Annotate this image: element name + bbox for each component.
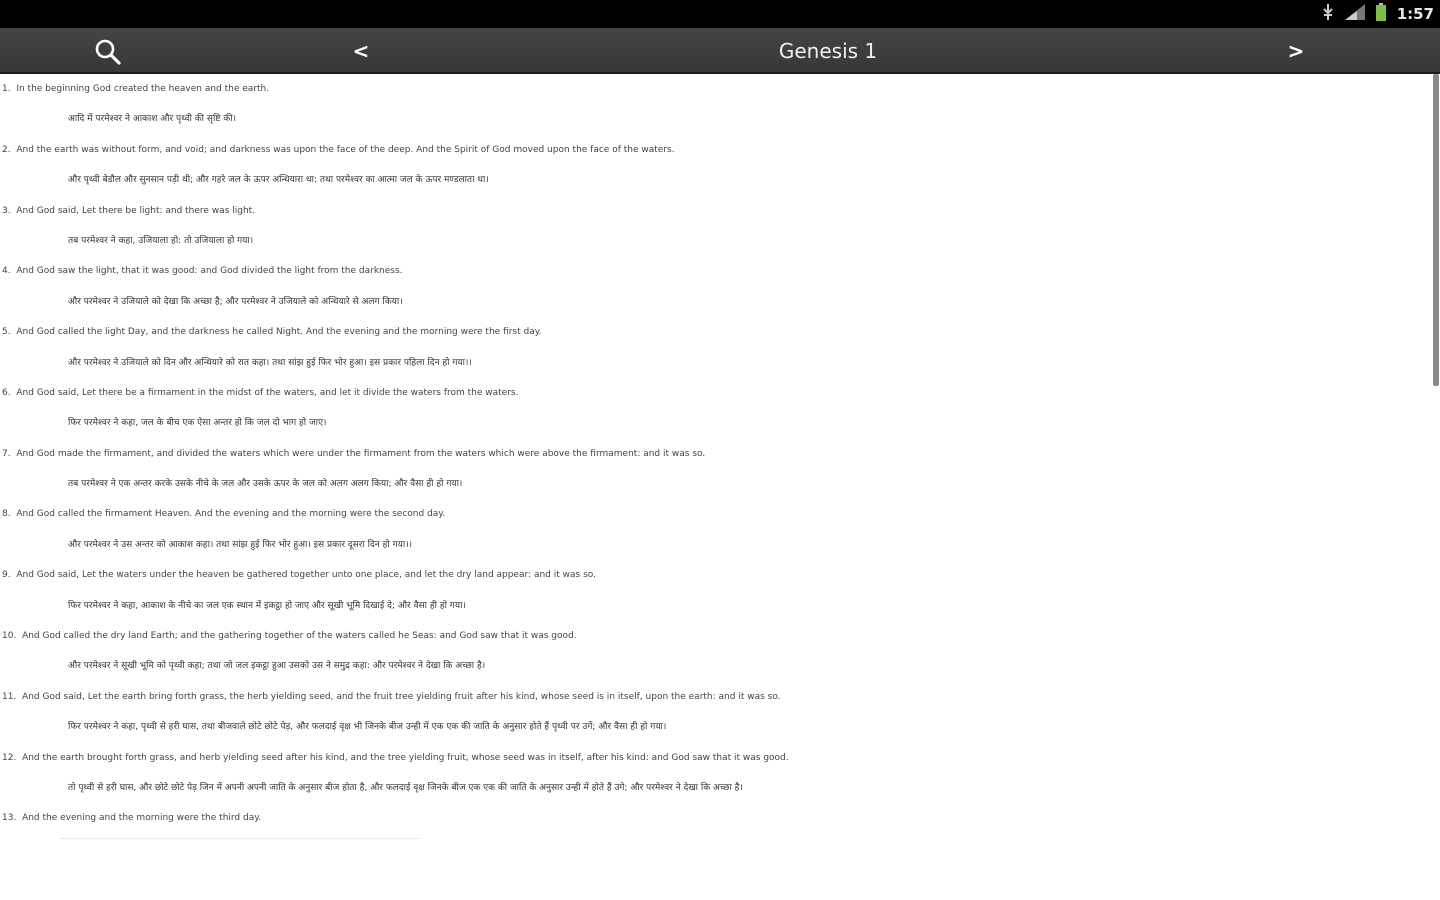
chapter-title: Genesis 1 — [778, 39, 878, 63]
verse-number: 9. — [2, 570, 11, 581]
verse-english — [0, 439, 1430, 469]
search-icon — [92, 36, 124, 68]
verse-english-text: And God said, Let the earth bring forth grass, the herb yielding seed, and the fruit tree yielding fruit after his kind, whose seed is in itself, upon the earth: and it was so. — [22, 691, 781, 702]
verse-english-text: And the earth was without form, and void; and darkness was upon the face of the deep. And the Spirit of God moved upon the face of the waters. — [16, 144, 675, 155]
verse-english-text: And the earth brought forth grass, and herb yielding seed after his kind, and the tree yielding fruit, whose seed was in itself, after his kind: and God saw that it was good. — [22, 752, 789, 763]
verse-hindi: फिर परमेश्वर ने कहा, आकाश के नीचे का जल एक स्थान में इकट्ठा हो जाए और सूखी भूमि दिखाई दे; और वैसा ही हो गया। — [68, 600, 466, 611]
verse-english-text: And God called the light Day, and the darkness he called Night. And the evening and the morning were the first day. — [16, 327, 542, 338]
verse-hindi: और पृथ्वी बेडौल और सुनसान पड़ी थी; और गहरे जल के ऊपर अन्धियारा था: तथा परमेश्वर का आत्मा जल के ऊपर मण्डलाता था। — [68, 175, 489, 186]
next-chapter-button[interactable]: > — [1287, 39, 1305, 63]
verse-english — [0, 135, 1430, 165]
verse-english-text: And God said, Let there be a firmament in the midst of the waters, and let it divide the waters from the waters. — [16, 387, 519, 398]
verse-english-text: And God made the firmament, and divided the waters which were under the firmament from the waters which were above the firmament: and it was so. — [16, 448, 706, 459]
verse-item — [0, 74, 1430, 135]
clock-time: 1:57 — [1396, 5, 1434, 23]
verse-english-text: And God saw the light, that it was good: and God divided the light from the darkness. — [16, 266, 403, 277]
verse-list[interactable] — [0, 74, 1430, 900]
verse-english — [0, 560, 1430, 590]
verse-item — [0, 256, 1430, 317]
verse-item — [0, 499, 1430, 560]
verse-english — [0, 378, 1430, 408]
previous-chapter-button[interactable]: < — [352, 39, 370, 63]
verse-hindi: तब परमेश्वर ने कहा, उजियाला हो: तो उजियाला हो गया। — [68, 235, 254, 246]
signal-icon — [1345, 4, 1365, 24]
verse-english — [0, 256, 1430, 286]
verse-number: 3. — [2, 205, 11, 216]
verse-item — [0, 560, 1430, 621]
verse-number: 13. — [2, 813, 17, 824]
verse-number: 1. — [2, 84, 11, 94]
next-line-partial — [60, 838, 420, 847]
verse-hindi: फिर परमेश्वर ने कहा, पृथ्वी से हरी घास, तथा बीजवाले छोटे छोटे पेड़, और फलदाई वृक्ष भी जिनके बीज उन्ही में एक एक की जाति के अनुसार होते हैं पृथ्वी पर उगें; और वैसा ही हो गया। — [68, 722, 667, 733]
verse-item — [0, 378, 1430, 439]
verse-english-text: And God called the dry land Earth; and the gathering together of the waters called he Seas: and God saw that it was good. — [22, 631, 577, 642]
verse-number: 10. — [2, 631, 17, 642]
verse-number: 7. — [2, 448, 11, 459]
search-button[interactable] — [92, 36, 124, 68]
verse-hindi: फिर परमेश्वर ने कहा, जल के बीच एक ऐसा अन्तर हो कि जल दो भाग हो जाए। — [68, 418, 327, 429]
action-bar — [0, 28, 1440, 74]
scrollbar[interactable] — [1433, 74, 1439, 386]
verse-number: 8. — [2, 509, 11, 520]
verse-number: 11. — [2, 691, 17, 702]
verse-hindi: और परमेश्वर ने उस अन्तर को आकाश कहा। तथा सांझ हुई फिर भोर हुआ। इस प्रकार दूसरा दिन हो गया।। — [68, 539, 413, 550]
verse-english-text: And God said, Let there be light: and there was light. — [16, 205, 256, 216]
verse-english — [0, 743, 1430, 773]
verse-hindi: तब परमेश्वर ने एक अन्तर करके उसके नीचे के जल और उसके ऊपर के जल को अलग अलग किया; और वैसा ही हो गया। — [68, 479, 463, 490]
verse-item — [0, 439, 1430, 500]
verse-item — [0, 196, 1430, 257]
verse-english-text: And God called the firmament Heaven. And the evening and the morning were the second day. — [16, 509, 446, 520]
verse-hindi: आदि में परमेश्वर ने आकाश और पृथ्वी की सृष्टि की। — [68, 114, 237, 125]
verse-number: 4. — [2, 266, 11, 277]
verse-english — [0, 621, 1430, 651]
verse-english — [0, 803, 1430, 833]
verse-item — [0, 743, 1430, 804]
verse-item — [0, 803, 1430, 833]
verse-number: 12. — [2, 752, 17, 763]
verse-hindi: तो पृथ्वी से हरी घास, और छोटे छोटे पेड़ जिन में अपनी अपनी जाति के अनुसार बीज होता है, और फलदाई वृक्ष जिनके बीज एक एक की जाति के अनुसार उन्ही में होते हैं उगे; और परमेश्वर ने देखा कि अच्छा है। — [68, 782, 743, 793]
verse-english — [0, 499, 1430, 529]
verse-english — [0, 682, 1430, 712]
usb-icon — [1321, 4, 1335, 24]
verse-english-text: And the evening and the morning were the third day. — [22, 813, 262, 824]
verse-english — [0, 74, 1430, 104]
verse-item — [0, 621, 1430, 682]
verse-number: 6. — [2, 387, 11, 398]
verse-hindi: और परमेश्वर ने उजियाले को दिन और अन्धियारे को रात कहा। तथा सांझ हुई फिर भोर हुआ। इस प्रकार पहिला दिन हो गया।। — [68, 357, 472, 368]
verse-hindi: और परमेश्वर ने सूखी भूमि को पृथ्वी कहा; तथा जो जल इकट्ठा हुआ उसको उस ने समुद्र कहा: और परमेश्वर ने देखा कि अच्छा है। — [68, 661, 486, 672]
verse-english — [0, 196, 1430, 226]
verse-hindi: और परमेश्वर ने उजियाले को देखा कि अच्छा है; और परमेश्वर ने उजियाले को अन्धियारे से अलग किया। — [68, 296, 403, 307]
verse-number: 2. — [2, 144, 11, 155]
verse-number: 5. — [2, 327, 11, 338]
verse-item — [0, 682, 1430, 743]
verse-english — [0, 317, 1430, 347]
verse-item — [0, 135, 1430, 196]
battery-icon — [1375, 3, 1387, 25]
status-bar — [0, 0, 1440, 28]
verse-item — [0, 317, 1430, 378]
verse-english-text: In the beginning God created the heaven and the earth. — [16, 84, 270, 94]
verse-english-text: And God said, Let the waters under the heaven be gathered together unto one place, and let the dry land appear: and it was so. — [16, 570, 596, 581]
